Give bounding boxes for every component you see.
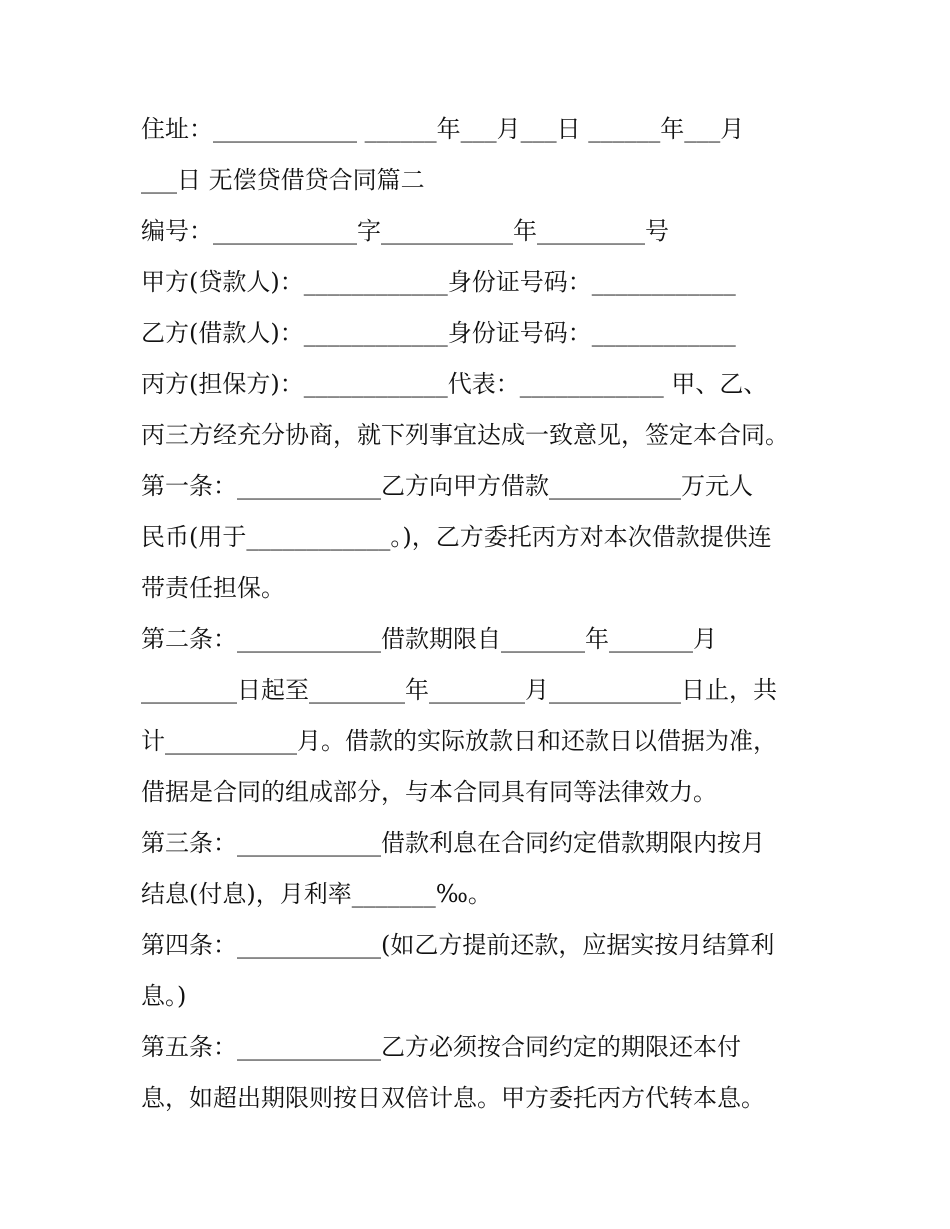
text-line-number: 编号：____________字___________年_________号 [141,217,669,245]
text-line-section-title: ___日 无偿贷借贷合同篇二 [141,166,425,194]
text-line-article-1-end: 带责任担保。 [141,574,285,602]
text-line-article-3-end: 结息(付息)，月利率_______‰。 [141,880,492,908]
text-line-lender: 甲方(贷款人)：____________身份证号码：____________ [141,268,736,296]
text-line-article-5: 第五条：____________乙方必须按合同约定的期限还本付 [141,1033,741,1061]
text-line-article-2-cont: ________日起至________年________月___________日止，共 [141,676,777,704]
text-line-article-2-end: 借据是合同的组成部分，与本合同具有同等法律效力。 [141,778,717,806]
text-line-article-2: 第二条：____________借款期限自_______年_______月 [141,625,717,653]
text-line-article-2-cont2: 计___________月。借款的实际放款日和还款日以借据为准， [141,727,777,755]
text-line-article-4: 第四条：____________(如乙方提前还款，应据实按月结算利 [141,931,775,959]
text-line-borrower: 乙方(借款人)：____________身份证号码：____________ [141,319,736,347]
text-line-article-5-end: 息，如超出期限则按日双倍计息。甲方委托丙方代转本息。 [141,1084,765,1112]
text-line-agreement: 丙三方经充分协商，就下列事宜达成一致意见，签定本合同。 [141,421,789,449]
text-line-article-3: 第三条：____________借款利息在合同约定借款期限内按月 [141,829,765,857]
text-line-address: 住址：____________ ______年___月___日 ______年___月 [141,115,745,143]
text-line-guarantor: 丙方(担保方)：____________代表：____________ 甲、乙、 [141,370,768,398]
text-line-article-1: 第一条：____________乙方向甲方借款___________万元人 [141,472,753,500]
text-line-article-4-end: 息。) [141,982,187,1010]
text-line-article-1-cont: 民币(用于____________。)，乙方委托丙方对本次借款提供连 [141,523,772,551]
